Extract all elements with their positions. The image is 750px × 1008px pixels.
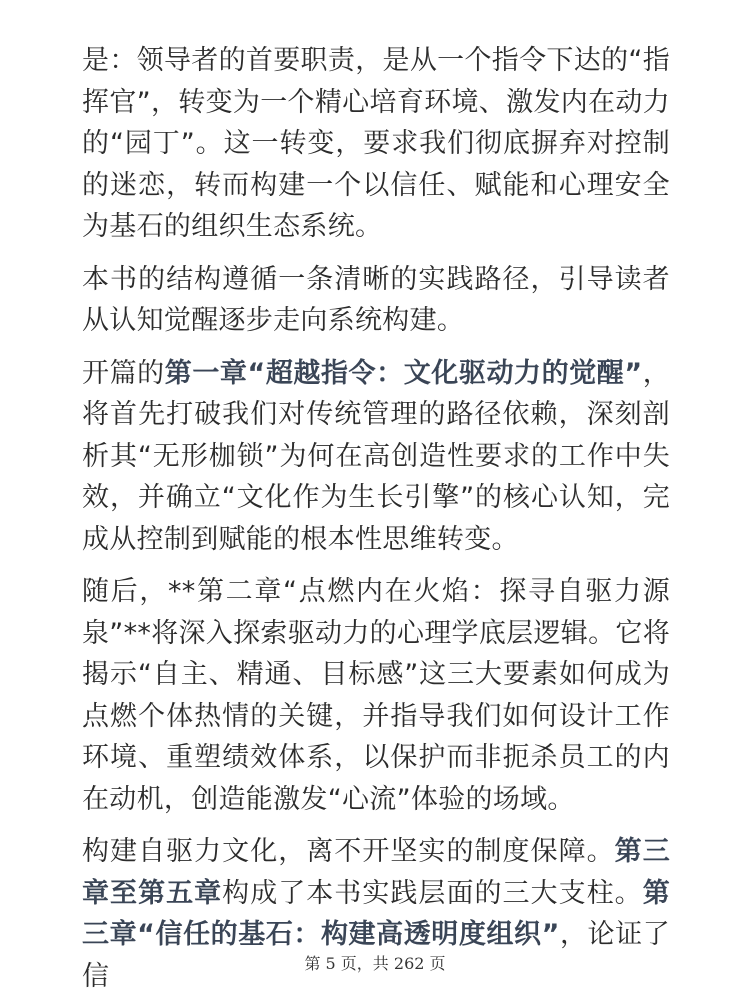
paragraph [82,259,670,342]
paragraph [82,353,670,561]
page-number-footer: 第 5 页，共 262 页 [304,954,446,973]
text-run: 是：领导者的首要职责，是从一个指令下达的“指挥官”，转变为一个精心培育环境、激发内在动力的“园丁”。这一转变，要求我们彻底摒弃对控制的迷恋，转而构建一个以信任、赋能和心理安全为基石的组织生态系统。 [82,45,670,242]
text-run: 随后，**第二章“点燃内在火焰：探寻自驱力源泉”**将深入探索驱动力的心理学底层逻辑。它将揭示“自主、精通、目标感”这三大要素如何成为点燃个体热情的关键，并指导我们如何设计工作环境、重塑绩效体系，以保护而非扼杀员工的内在动机，创造能激发“心流”体验的场域。 [82,576,670,815]
paragraph [82,571,670,820]
text-run: 构成了本书实践层面的三大支柱。 [222,877,643,909]
text-run: 构建自驱力文化，离不开坚实的制度保障。 [82,836,615,867]
body-text [82,40,670,1008]
bold-text: 第一章“超越指令：文化驱动力的觉醒” [164,357,643,389]
bold-text: 第三章“信任的基石：构建高透明度组织” [82,877,670,950]
text-run: ，论证了信 [82,919,670,992]
paragraph [82,40,670,248]
text-run: 开篇的 [82,357,165,389]
bold-text: 第三章至第五章 [82,836,670,909]
text-run: 本书的结构遵循一条清晰的实践路径，引导读者从认知觉醒逐步走向系统构建。 [82,263,670,336]
text-run: ，将首先打破我们对传统管理的路径依赖，深刻剖析其“无形枷锁”为何在高创造性要求的工作中失效，并确立“文化作为生长引擎”的核心认知，完成从控制到赋能的根本性思维转变。 [82,357,671,555]
